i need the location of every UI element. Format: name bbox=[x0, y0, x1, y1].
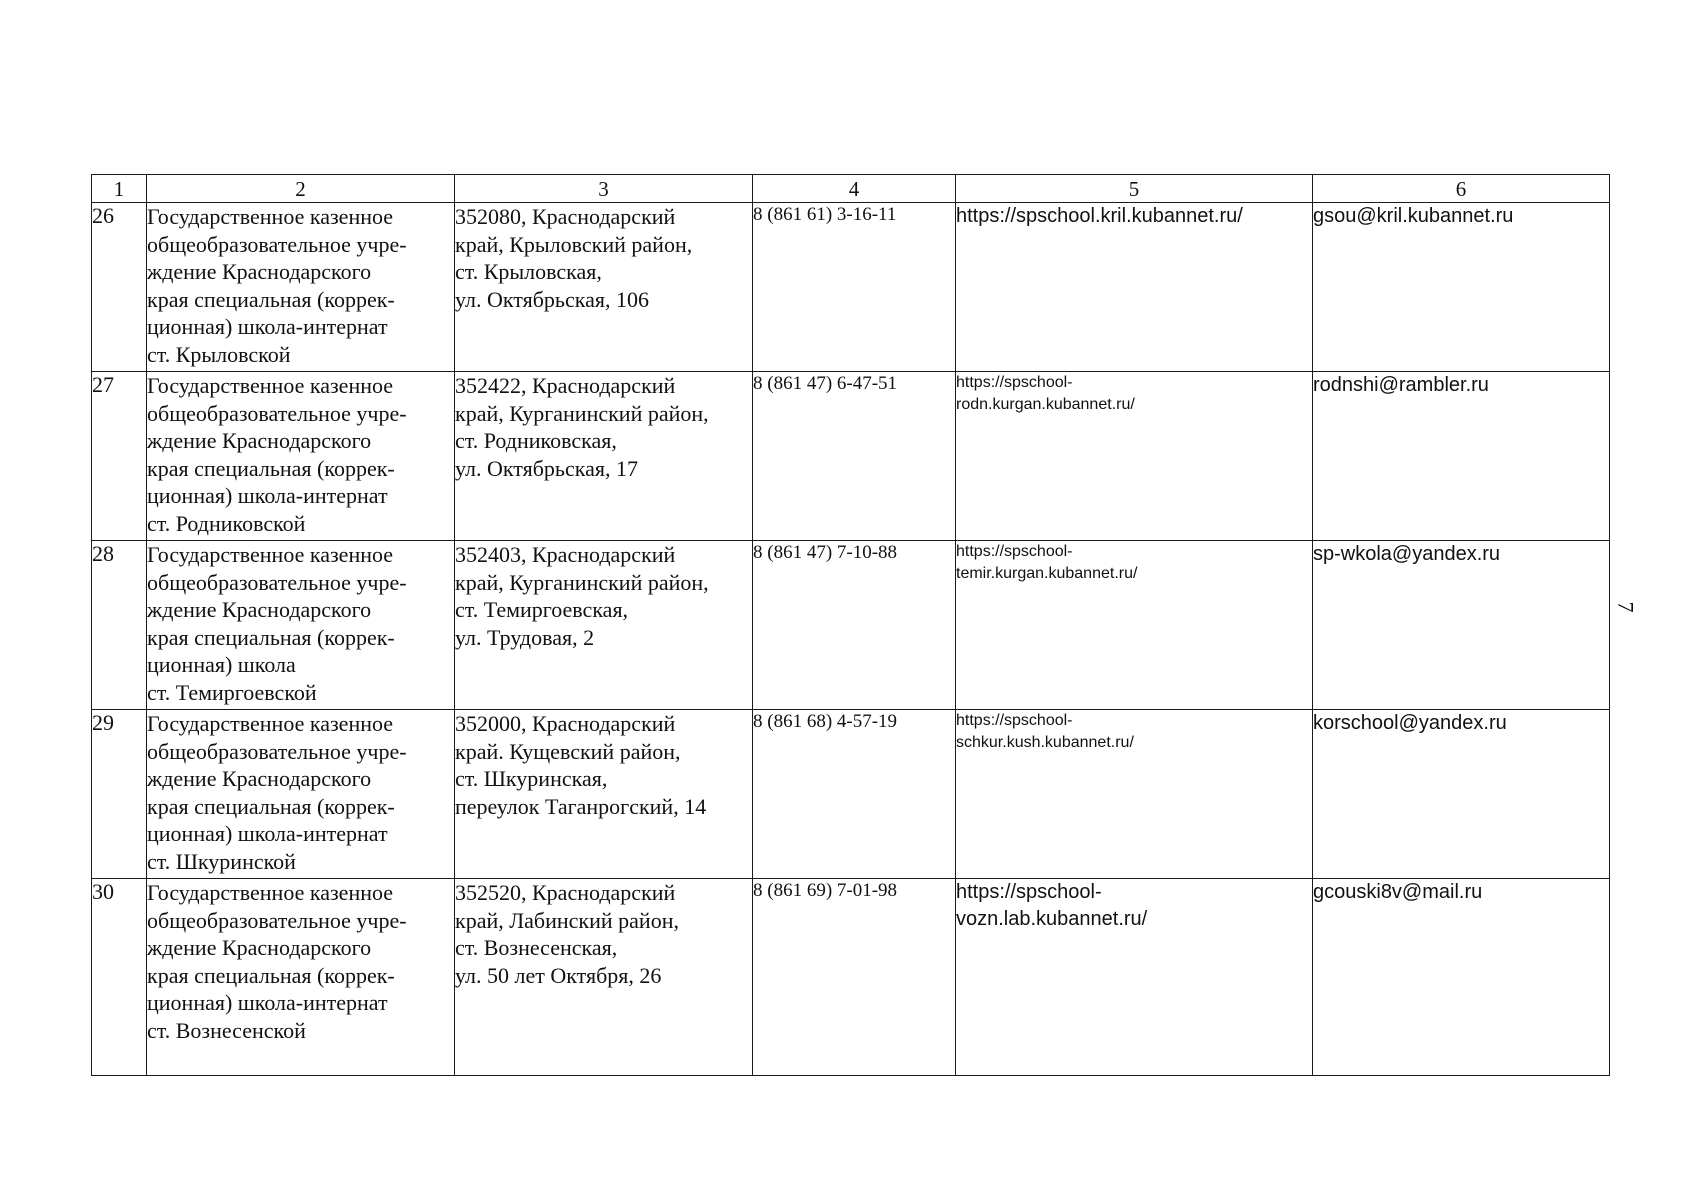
website-line: https://spschool- bbox=[956, 881, 1102, 903]
institution-address bbox=[455, 879, 753, 1076]
institution-phone: 8 (861 47) 7-10-88 bbox=[753, 541, 956, 710]
header-row bbox=[92, 175, 1610, 203]
name-line: края специальная (коррек- bbox=[147, 286, 395, 312]
institution-email: gsou@kril.kubannet.ru bbox=[1313, 203, 1610, 372]
address-line: 352520, Краснодарский bbox=[455, 880, 676, 905]
name-line: ждение Краснодарского bbox=[147, 259, 372, 284]
institution-website bbox=[956, 710, 1313, 879]
institution-name bbox=[147, 710, 455, 879]
address-line: край, Курганинский район, bbox=[455, 400, 709, 426]
institution-name bbox=[147, 372, 455, 541]
institution-address bbox=[455, 541, 753, 710]
name-line: общеобразовательное учре- bbox=[147, 738, 407, 764]
name-line: ционная) школа-интернат bbox=[147, 314, 388, 339]
address-line: ул. Трудовая, 2 bbox=[455, 624, 595, 650]
row-number: 29 bbox=[92, 710, 147, 879]
table-row bbox=[92, 372, 1610, 541]
website-line: schkur.kush.kubannet.ru/ bbox=[956, 734, 1134, 751]
table-row bbox=[92, 879, 1610, 1076]
institution-name bbox=[147, 879, 455, 1076]
institution-phone: 8 (861 68) 4-57-19 bbox=[753, 710, 956, 879]
name-line: ст. Шкуринской bbox=[147, 848, 296, 874]
name-line: ст. Темиргоевской bbox=[147, 679, 317, 705]
address-line: 352000, Краснодарский bbox=[455, 711, 676, 736]
address-line: ст. Вознесенская, bbox=[455, 935, 618, 960]
institution-email: sp-wkola@yandex.ru bbox=[1313, 541, 1610, 710]
institution-website bbox=[956, 372, 1313, 541]
institution-phone: 8 (861 61) 3-16-11 bbox=[753, 203, 956, 372]
institution-website bbox=[956, 203, 1313, 372]
institution-email: korschool@yandex.ru bbox=[1313, 710, 1610, 879]
row-number: 26 bbox=[92, 203, 147, 372]
header-col-6: 6 bbox=[1313, 175, 1610, 203]
name-line: ждение Краснодарского bbox=[147, 597, 372, 622]
name-line: общеобразовательное учре- bbox=[147, 400, 407, 426]
website-line: https://spschool- bbox=[956, 712, 1073, 729]
header-col-1: 1 bbox=[92, 175, 147, 203]
institution-phone: 8 (861 47) 6-47-51 bbox=[753, 372, 956, 541]
address-line: 352422, Краснодарский bbox=[455, 373, 676, 398]
name-line: края специальная (коррек- bbox=[147, 624, 395, 650]
name-line: общеобразовательное учре- bbox=[147, 231, 407, 257]
institution-name bbox=[147, 541, 455, 710]
website-line: https://spschool.kril.kubannet.ru/ bbox=[956, 205, 1243, 227]
name-line: края специальная (коррек- bbox=[147, 793, 395, 819]
website-line: https://spschool- bbox=[956, 543, 1073, 560]
header-col-4: 4 bbox=[753, 175, 956, 203]
institution-email: rodnshi@rambler.ru bbox=[1313, 372, 1610, 541]
institution-name bbox=[147, 203, 455, 372]
website-line: https://spschool- bbox=[956, 374, 1073, 391]
name-line: Государственное казенное bbox=[147, 373, 394, 398]
institution-website bbox=[956, 541, 1313, 710]
address-line: ул. Октябрьская, 17 bbox=[455, 455, 638, 481]
name-line: Государственное казенное bbox=[147, 204, 394, 229]
name-line: ст. Вознесенской bbox=[147, 1017, 306, 1043]
address-line: край, Курганинский район, bbox=[455, 569, 709, 595]
table-row bbox=[92, 710, 1610, 879]
name-line: ционная) школа-интернат bbox=[147, 483, 388, 508]
name-line: Государственное казенное bbox=[147, 542, 394, 567]
address-line: 352403, Краснодарский bbox=[455, 542, 676, 567]
name-line: Государственное казенное bbox=[147, 711, 394, 736]
schools-table bbox=[91, 174, 1610, 1076]
address-line: ул. Октябрьская, 106 bbox=[455, 286, 649, 312]
header-col-2: 2 bbox=[147, 175, 455, 203]
institution-address bbox=[455, 372, 753, 541]
name-line: ждение Краснодарского bbox=[147, 766, 372, 791]
name-line: ждение Краснодарского bbox=[147, 935, 372, 960]
address-line: ул. 50 лет Октября, 26 bbox=[455, 962, 662, 988]
name-line: ст. Крыловской bbox=[147, 341, 291, 367]
institution-address bbox=[455, 710, 753, 879]
table-row bbox=[92, 203, 1610, 372]
name-line: ционная) школа bbox=[147, 652, 296, 677]
address-line: край. Кущевский район, bbox=[455, 738, 681, 764]
name-line: ционная) школа-интернат bbox=[147, 990, 388, 1015]
address-line: 352080, Краснодарский bbox=[455, 204, 676, 229]
table-row bbox=[92, 541, 1610, 710]
name-line: ждение Краснодарского bbox=[147, 428, 372, 453]
address-line: ст. Темиргоевская, bbox=[455, 597, 629, 622]
header-col-5: 5 bbox=[956, 175, 1313, 203]
address-line: ст. Шкуринская, bbox=[455, 766, 608, 791]
website-line: temir.kurgan.kubannet.ru/ bbox=[956, 565, 1138, 582]
row-number: 30 bbox=[92, 879, 147, 1076]
institution-email: gcouski8v@mail.ru bbox=[1313, 879, 1610, 1076]
row-number: 28 bbox=[92, 541, 147, 710]
address-line: край, Крыловский район, bbox=[455, 231, 693, 257]
header-col-3: 3 bbox=[455, 175, 753, 203]
institution-website bbox=[956, 879, 1313, 1076]
name-line: общеобразовательное учре- bbox=[147, 907, 407, 933]
name-line: общеобразовательное учре- bbox=[147, 569, 407, 595]
address-line: ст. Родниковская, bbox=[455, 428, 617, 453]
name-line: Государственное казенное bbox=[147, 880, 394, 905]
name-line: края специальная (коррек- bbox=[147, 455, 395, 481]
name-line: края специальная (коррек- bbox=[147, 962, 395, 988]
website-line: rodn.kurgan.kubannet.ru/ bbox=[956, 396, 1135, 413]
address-line: край, Лабинский район, bbox=[455, 907, 679, 933]
name-line: ст. Родниковской bbox=[147, 510, 306, 536]
institution-address bbox=[455, 203, 753, 372]
website-line: vozn.lab.kubannet.ru/ bbox=[956, 908, 1148, 930]
address-line: переулок Таганрогский, 14 bbox=[455, 793, 707, 819]
address-line: ст. Крыловская, bbox=[455, 259, 602, 284]
row-number: 27 bbox=[92, 372, 147, 541]
page-number: 7 bbox=[1613, 601, 1639, 613]
institution-phone: 8 (861 69) 7-01-98 bbox=[753, 879, 956, 1076]
name-line: ционная) школа-интернат bbox=[147, 821, 388, 846]
